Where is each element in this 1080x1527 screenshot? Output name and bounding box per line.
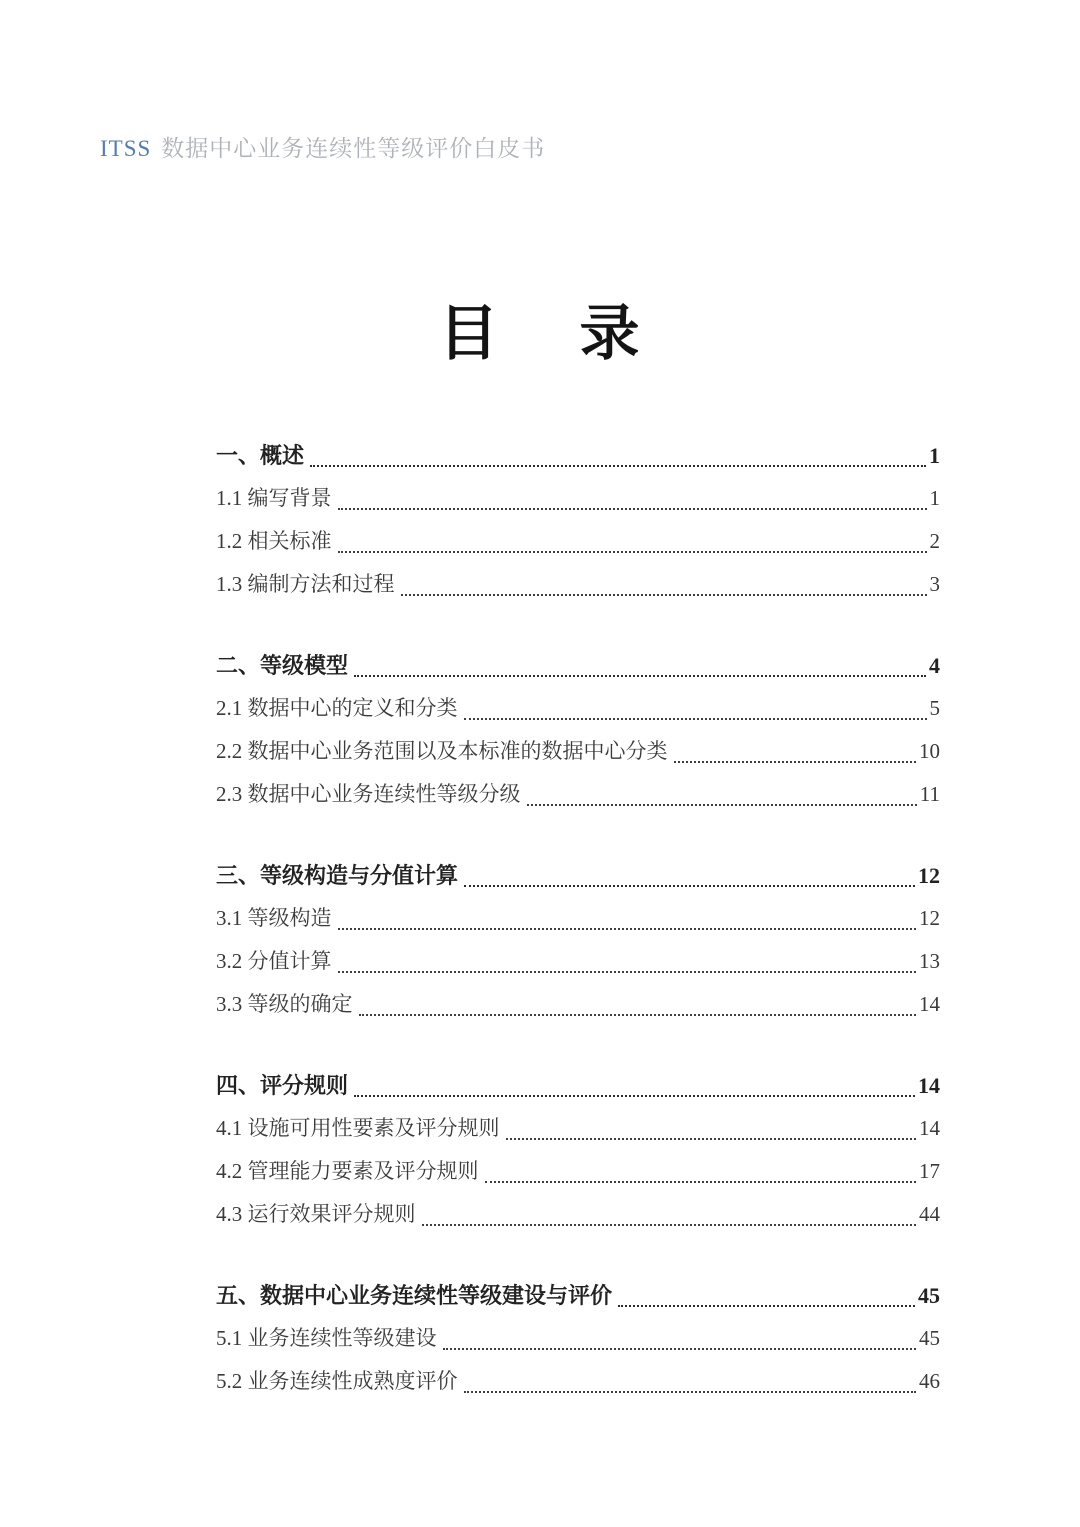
dot-leader [310,465,926,467]
toc-entry-label: 二、等级模型 [216,653,349,678]
dot-leader [338,551,927,553]
toc-item-row [216,520,940,563]
dot-leader [464,885,915,887]
dot-leader [422,1224,917,1226]
toc-entry-page: 14 [919,992,940,1016]
toc-entry-label: 2.2 数据中心业务范围以及本标准的数据中心分类 [216,739,668,763]
toc-entry-label: 1.3 编制方法和过程 [216,572,395,596]
toc-item-row [216,1360,940,1403]
toc-item-row [216,1150,940,1193]
toc-item-row [216,897,940,940]
toc-entry-label: 1.2 相关标准 [216,529,332,553]
running-header [100,130,545,163]
toc-item-row [216,773,940,816]
toc-entry-label: 2.3 数据中心业务连续性等级分级 [216,782,521,806]
toc-item-row [216,687,940,730]
toc-entry-page: 5 [929,696,940,720]
toc-entry-page: 45 [919,1326,940,1350]
toc-entry-label: 5.2 业务连续性成熟度评价 [216,1369,458,1393]
dot-leader [618,1305,915,1307]
dot-leader [506,1138,917,1140]
dot-leader [464,1391,917,1393]
toc-entry-label: 4.3 运行效果评分规则 [216,1202,416,1226]
toc-entry-label: 四、评分规则 [216,1073,349,1098]
toc-entry-label: 3.3 等级的确定 [216,992,353,1016]
toc-item-row [216,983,940,1026]
toc-item-row [216,563,940,606]
dot-leader [464,718,927,720]
toc-entry-page: 2 [929,529,940,553]
toc-entry-label: 3.2 分值计算 [216,949,332,973]
toc-entry-page: 10 [919,739,940,763]
toc-item-row [216,940,940,983]
toc-item-row [216,477,940,520]
toc-entry-page: 1 [929,486,940,510]
toc-entry-page: 4 [929,653,940,678]
toc-entry-page: 12 [919,906,940,930]
dot-leader [485,1181,917,1183]
toc-entry-page: 1 [929,443,940,468]
dot-leader [359,1014,917,1016]
dot-leader [338,971,917,973]
dot-leader [443,1348,917,1350]
itss-logo-text: ITSS [100,136,152,161]
dot-leader [527,804,917,806]
document-title: 数据中心业务连续性等级评价白皮书 [161,136,546,161]
toc-entry-label: 4.2 管理能力要素及评分规则 [216,1159,479,1183]
dot-leader [674,761,917,763]
toc-item-row [216,730,940,773]
toc-entry-label: 3.1 等级构造 [216,906,332,930]
toc-entry-label: 三、等级构造与分值计算 [216,863,459,888]
dot-leader [354,675,926,677]
toc-entry-page: 3 [929,572,940,596]
toc-section-row [216,1064,940,1107]
toc-section-row [216,1274,940,1317]
toc-entry-label: 1.1 编写背景 [216,486,332,510]
toc-entry-label: 五、数据中心业务连续性等级建设与评价 [216,1283,613,1308]
toc-list [216,434,940,1403]
toc-entry-page: 14 [919,1116,940,1140]
toc-entry-page: 12 [918,863,940,888]
toc-entry-page: 14 [918,1073,940,1098]
toc-entry-page: 11 [919,782,940,806]
toc-entry-label: 2.1 数据中心的定义和分类 [216,696,458,720]
toc-section-row [216,434,940,477]
toc-section-row [216,854,940,897]
dot-leader [338,928,917,930]
toc-entry-label: 一、概述 [216,443,305,468]
toc-entry-page: 45 [918,1283,940,1308]
toc-entry-page: 17 [919,1159,940,1183]
toc-page-title: 目 录 [438,301,642,367]
dot-leader [401,594,927,596]
toc-item-row [216,1193,940,1236]
dot-leader [338,508,927,510]
toc-item-row [216,1317,940,1360]
toc-entry-label: 4.1 设施可用性要素及评分规则 [216,1116,500,1140]
toc-entry-page: 44 [919,1202,940,1226]
toc-section-row [216,644,940,687]
toc-item-row [216,1107,940,1150]
toc-entry-label: 5.1 业务连续性等级建设 [216,1326,437,1350]
toc-entry-page: 46 [919,1369,940,1393]
dot-leader [354,1095,915,1097]
toc-entry-page: 13 [919,949,940,973]
